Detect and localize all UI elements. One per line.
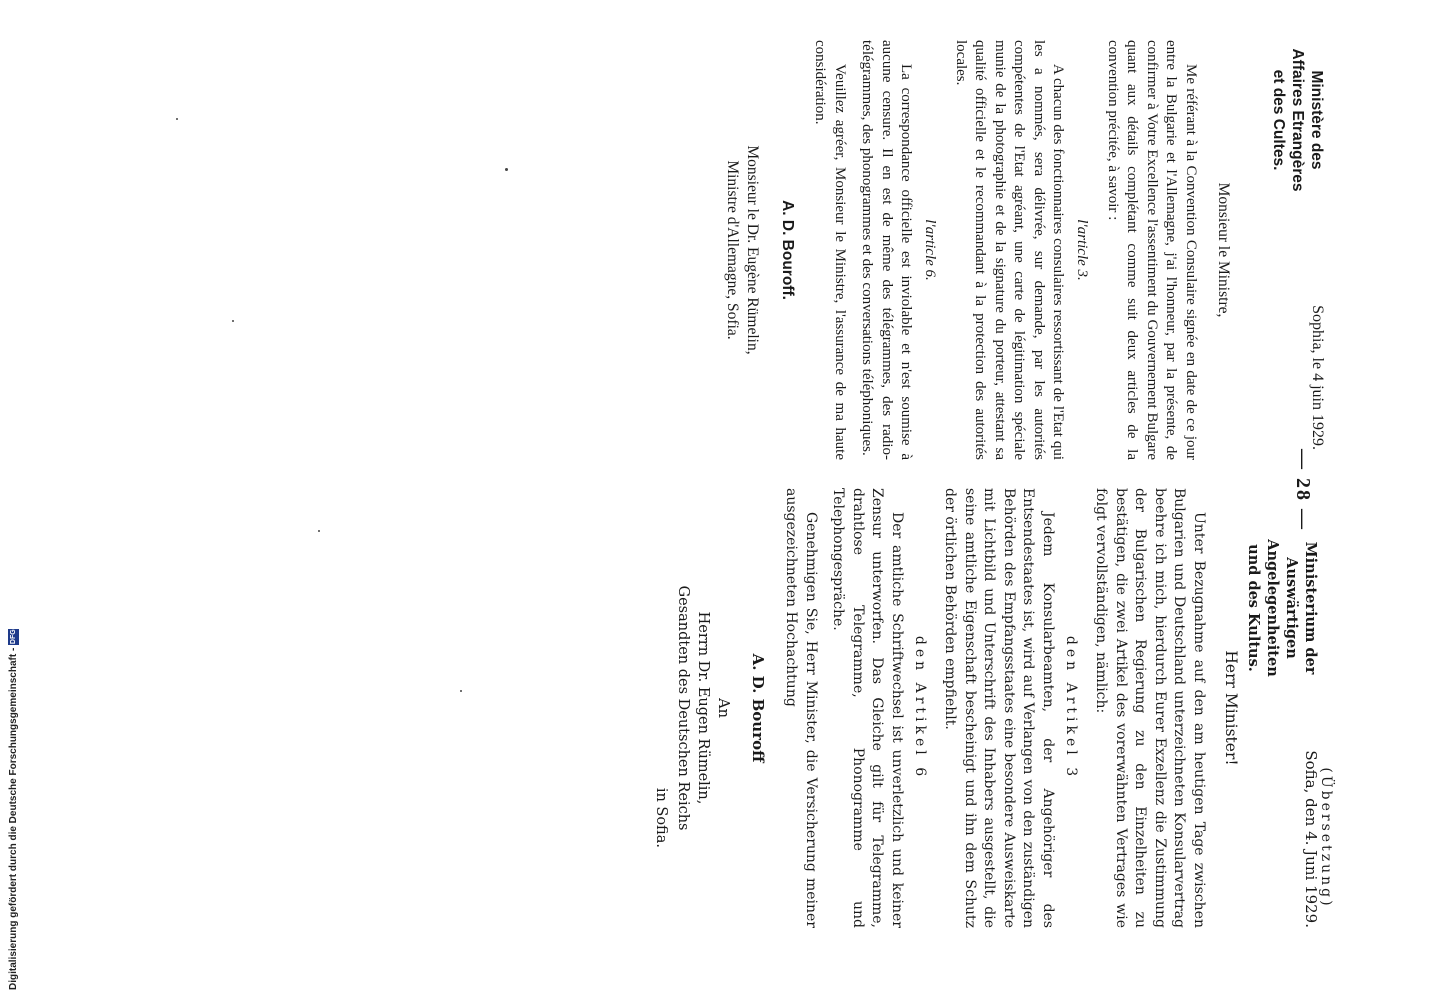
letter-date: Sophia, le 4 juin 1929. <box>1309 305 1326 450</box>
page-number: — 28 — <box>1292 449 1314 531</box>
letter-header <box>1245 488 1334 928</box>
letter-header <box>1242 40 1326 460</box>
article-6-text: Der amtliche Schriftwechsel ist unverletzlich und keiner Zensur unterworfen. Das Gleiche gilt für Telegramme, drahtlose Telegramme, Phonogramme und Telephongespräche. <box>830 488 905 928</box>
addressee <box>722 40 762 460</box>
ministry-name <box>1244 488 1320 728</box>
translation-note: (Übersetzung) <box>1318 767 1334 909</box>
ministry-line: Affaires Etrangères <box>1289 48 1306 192</box>
intro-paragraph: Unter Bezugnahme auf den am heutigen Tage zwischen Bulgarien und Deutschland unterzeichneten Konsularvertrag beehre ich mich, hierdurch Eurer Exzellenz die Zustimmung der Bulgarischen Regierung zu den Einzelheiten zu bestätigen, die zwei Artikel des vorerwähnten Vertrages wie folgt vervollständigen, nämlich: <box>1093 488 1207 928</box>
addressee <box>673 488 733 928</box>
addressee-line: An <box>715 698 731 718</box>
article-6-text: La correspondance officielle est inviolable et n'est soumise à aucune censure. Il en est de même des télégrammes, des radio-télégrammes, des phonogrammes et des conversations téléphoniques. <box>859 40 915 460</box>
intro-paragraph: Me référant à la Convention Consulaire signée en date de ce jour entre la Bulgarie et l'Allemagne, j'ai l'honneur, par la présente, de confirmer à Votre Excellence l'assentiment du Gouvernement Bulgare quant aux détails complétant comme suit deux articles de la convention précitée, à savoir : <box>1105 40 1199 460</box>
ministry-line: Auswärtigen Angelegenheiten <box>1264 539 1300 677</box>
salutation: Monsieur le Ministre, <box>1215 182 1232 318</box>
ministry-line: und des Kultus. <box>1245 544 1262 672</box>
german-translation <box>653 488 1334 928</box>
addressee-line: Monsieur le Dr. Eugène Rümelin, <box>744 145 761 355</box>
ministry-line: Ministerium der <box>1302 541 1319 675</box>
letter-date: Sofia, den 4. Juni 1929. <box>1302 750 1320 928</box>
salutation: Herr Minister! <box>1222 650 1240 766</box>
credit-text: Digitalisierung gefördert durch die Deutsche Forschungsgemeinschaft - <box>8 647 20 990</box>
ministry-line: Ministère des <box>1308 70 1325 170</box>
article-6-heading: l'article 6. <box>922 219 939 281</box>
scan-speck <box>232 320 234 322</box>
dfg-logo-icon: DFG <box>10 629 17 645</box>
digitization-credit <box>8 600 22 990</box>
scan-speck <box>318 530 320 532</box>
signature: A. D. Bouroff <box>749 653 767 763</box>
article-6-heading: den Artikel 6 <box>912 635 928 781</box>
article-3-heading: den Artikel 3 <box>1063 635 1079 781</box>
french-letter <box>722 40 1326 460</box>
closing-paragraph: Genehmigen Sie, Herr Minister, die Versicherung meiner ausgezeichneten Hochachtung <box>783 488 819 928</box>
addressee-line: Gesandten des Deutschen Reichs <box>675 585 691 831</box>
ministry-name <box>1269 40 1326 200</box>
addressee-place: in Sofia. <box>653 787 669 848</box>
closing-paragraph: Veuillez agréer, Monsieur le Ministre, l'assurance de ma haute considération. <box>812 40 848 460</box>
addressee-line: Ministre d'Allemagne, Sofia. <box>724 160 741 340</box>
article-3-text: Jedem Konsularbeamten, der Angehöriger des Entsendestaates ist, wird auf Verlangen von den zuständigen Behörden des Empfangsstaates eine besondere Ausweiskarte mit Lichtbild und Unterschrift des Inhabers ausgestellt, die seine amtliche Eigenschaft bescheinigt und ihn dem Schutz der örtlichen Behörden empfiehlt. <box>942 488 1056 928</box>
ministry-line: et des Cultes. <box>1270 69 1287 171</box>
addressee-line: Herrn Dr. Eugen Rümelin, <box>695 611 711 805</box>
scan-speck <box>505 168 508 171</box>
article-3-heading: l'article 3. <box>1074 219 1091 281</box>
article-3-text: A chacun des fonctionnaires consulaires ressortissant de l'Etat qui les a nommés, sera délivrée, sur demande, par les autorités compétentes de l'Etat agréant, une carte de légitimation spéciale munie de la photographie et de la signature du porteur, attestant sa qualité officielle et le recommandant à la protection des autorités locales. <box>953 40 1067 460</box>
scan-speck <box>460 690 462 692</box>
scan-speck <box>176 118 178 120</box>
signature: A. D. Bouroff. <box>779 200 796 300</box>
